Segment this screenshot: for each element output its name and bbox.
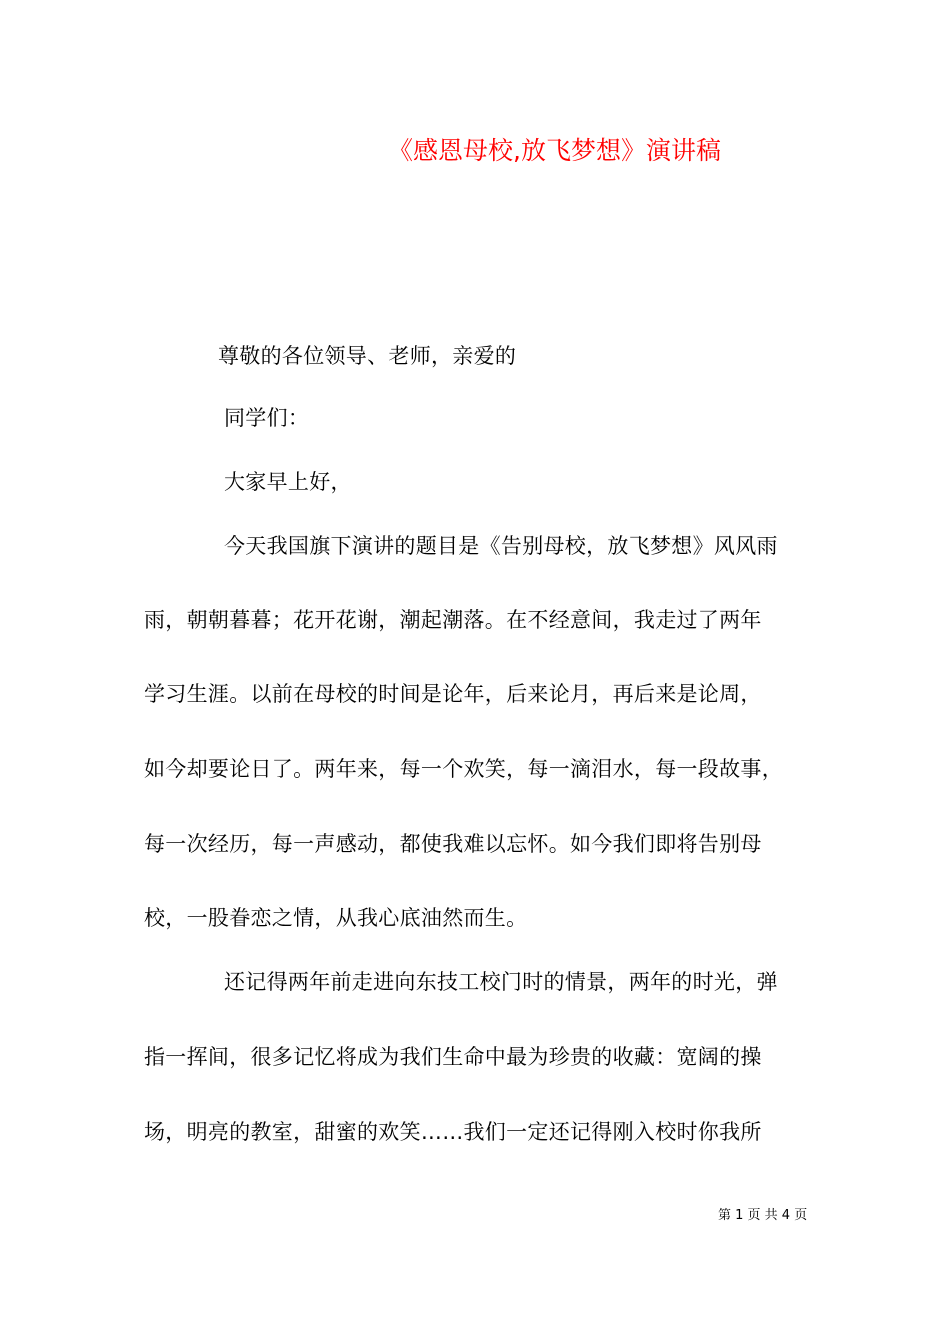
page-number-footer: 第 1 页 共 4 页 [718,1208,808,1223]
body-line-12: 场，明亮的教室，甜蜜的欢笑……我们一定还记得刚入校时你我所 [144,1120,762,1144]
body-line-11: 指一挥间，很多记忆将成为我们生命中最为珍贵的收藏：宽阔的操 [144,1045,762,1069]
body-line-8: 每一次经历，每一声感动，都使我难以忘怀。如今我们即将告别母 [144,832,762,856]
body-line-2: 同学们： [224,406,310,430]
body-line-6: 学习生涯。以前在母校的时间是论年，后来论月，再后来是论周， [144,682,762,706]
document-title: 《感恩母校,放飞梦想》演讲稿 [388,136,721,165]
body-line-4: 今天我国旗下演讲的题目是《告别母校，放飞梦想》风风雨 [224,534,778,558]
body-line-10: 还记得两年前走进向东技工校门时的情景，两年的时光，弹 [224,970,778,994]
body-line-7: 如今却要论日了。两年来，每一个欢笑，每一滴泪水，每一段故事， [144,757,783,781]
body-line-5: 雨，朝朝暮暮；花开花谢，潮起潮落。在不经意间，我走过了两年 [144,608,762,632]
body-line-1: 尊敬的各位领导、老师，亲爱的 [218,344,517,368]
body-line-3: 大家早上好， [224,470,352,494]
body-line-9: 校，一股眷恋之情，从我心底油然而生。 [144,906,528,930]
